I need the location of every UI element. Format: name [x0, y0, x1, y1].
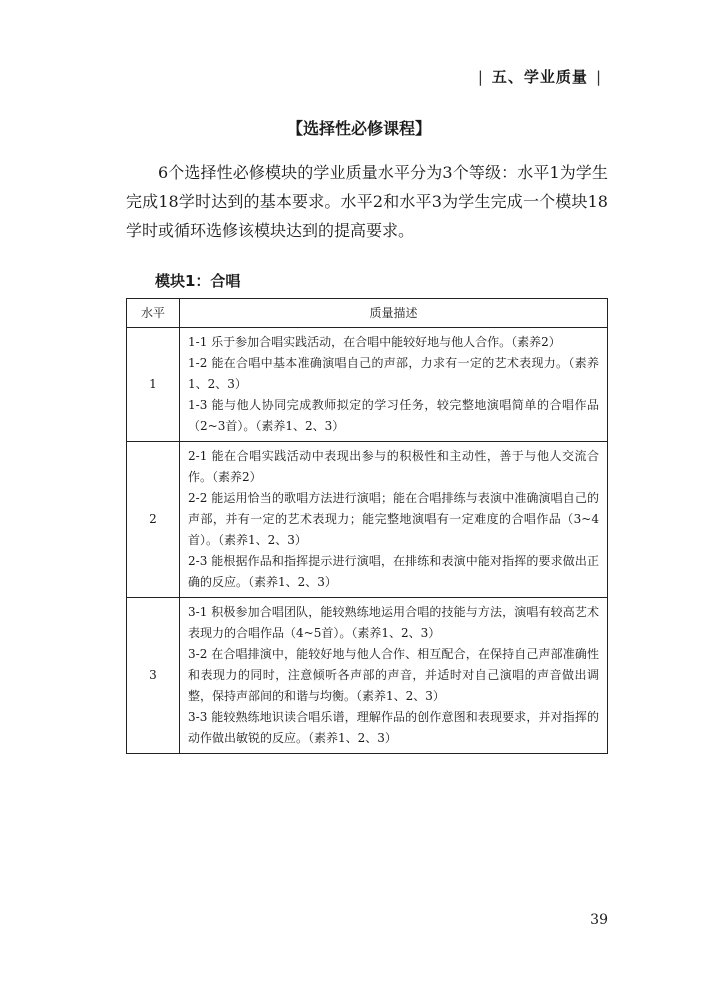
description-cell — [180, 442, 608, 598]
page-number: 39 — [590, 912, 608, 928]
header-level: 水平 — [127, 299, 180, 328]
description-item: 3-2 在合唱排演中，能较好地与他人合作、相互配合，在保持自己声部准确性和表现力的同时，注意倾听各声部的声音，并适时对自己演唱的声音做出调整，保持声部间的和谐与均衡。（素养1、2、3） — [188, 647, 599, 703]
level-cell: 1 — [127, 328, 180, 442]
level-cell: 3 — [127, 598, 180, 754]
description-item: 2-1 能在合唱实践活动中表现出参与的积极性和主动性，善于与他人交流合作。（素养2） — [188, 449, 599, 484]
table-row — [127, 442, 608, 598]
description-item: 1-1 乐于参加合唱实践活动，在合唱中能较好地与他人合作。（素养2） — [188, 335, 561, 349]
description-item: 3-1 积极参加合唱团队，能较熟练地运用合唱的技能与方法，演唱有较高艺术表现力的合唱作品（4~5首）。（素养1、2、3） — [188, 605, 599, 640]
table-row — [127, 328, 608, 442]
description-cell — [180, 328, 608, 442]
description-item: 3-3 能较熟练地识读合唱乐谱，理解作品的创作意图和表现要求，并对指挥的动作做出敏锐的反应。（素养1、2、3） — [188, 710, 599, 745]
header-section-title: 五、学业质量 — [491, 68, 588, 86]
header-description: 质量描述 — [180, 299, 608, 328]
quality-table — [126, 298, 608, 754]
level-cell: 2 — [127, 442, 180, 598]
module-title: 模块1：合唱 — [155, 272, 241, 290]
section-title: 【选择性必修课程】 — [286, 119, 431, 138]
description-item: 2-3 能根据作品和指挥提示进行演唱，在排练和表演中能对指挥的要求做出正确的反应。（素养1、2、3） — [188, 554, 599, 589]
description-item: 1-2 能在合唱中基本准确演唱自己的声部，力求有一定的艺术表现力。（素养1、2、3） — [188, 356, 599, 391]
table-row — [127, 598, 608, 754]
description-item: 2-2 能运用恰当的歌唱方法进行演唱；能在合唱排练与表演中准确演唱自己的声部，并有一定的艺术表现力；能完整地演唱有一定难度的合唱作品（3~4首）。（素养1、2、3） — [188, 491, 599, 547]
intro-paragraph: 6个选择性必修模块的学业质量水平分为3个等级：水平1为学生完成18学时达到的基本要求。水平2和水平3为学生完成一个模块18学时或循环选修该模块达到的提高要求。 — [126, 163, 608, 240]
table-header-row — [127, 299, 608, 328]
description-cell — [180, 598, 608, 754]
header-divider-left: | — [477, 68, 484, 86]
header-divider-right: | — [595, 68, 602, 86]
running-header — [470, 66, 610, 87]
description-item: 1-3 能与他人协同完成教师拟定的学习任务，较完整地演唱简单的合唱作品（2~3首）。（素养1、2、3） — [188, 398, 599, 433]
